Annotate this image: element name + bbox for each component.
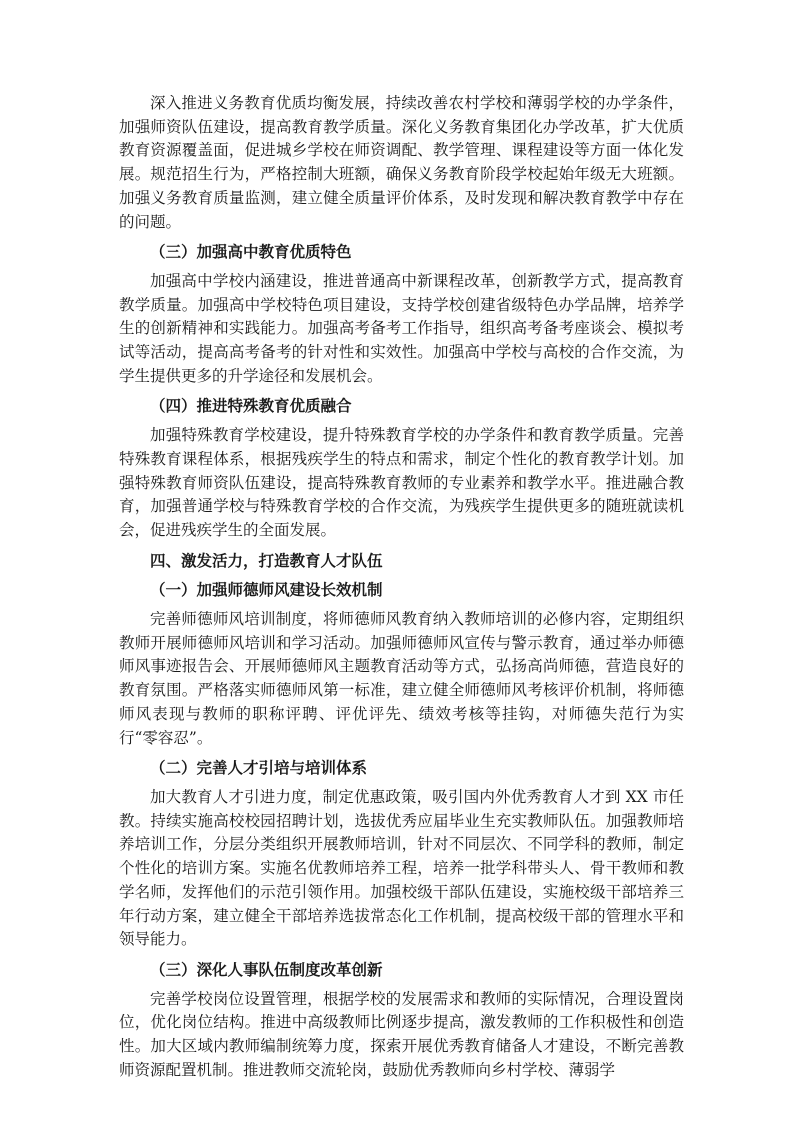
- heading-personnel-reform: （三）深化人事队伍制度改革创新: [150, 959, 383, 979]
- paragraph-special-education: 加强特殊教育学校建设，提升特殊教育学校的办学条件和教育教学质量。完善特殊教育课程体系，根据残疾学生的特点和需求，制定个性化的教育教学计划。加强特殊教育师资队伍建设，提高特殊教育教师的专业素养和教学水平。推进融合教育，加强普通学校与特殊教育学校的合作交流，为残疾学生提供更多的随班就读机会，促进残疾学生的全面发展。: [119, 426, 684, 539]
- heading-special-education: （四）推进特殊教育优质融合: [150, 396, 352, 416]
- paragraph-personnel-reform: 完善学校岗位设置管理，根据学校的发展需求和教师的实际情况，合理设置岗位，优化岗位结构。推进中高级教师比例逐步提高，激发教师的工作积极性和创造性。加大区域内教师编制统筹力度，探索开展优秀教育储备人才建设，不断完善教师资源配置机制。推进教师交流轮岗，鼓励优秀教师向乡村学校、薄弱学: [119, 989, 684, 1079]
- paragraph-compulsory-education: 深入推进义务教育优质均衡发展，持续改善农村学校和薄弱学校的办学条件，加强师资队伍建设，提高教育教学质量。深化义务教育集团化办学改革，扩大优质教育资源覆盖面，促进城乡学校在师资调配、教学管理、课程建设等方面一体化发展。规范招生行为，严格控制大班额，确保义务教育阶段学校起始年级无大班额。加强义务教育质量监测，建立健全质量评价体系，及时发现和解决教育教学中存在的问题。: [119, 94, 684, 231]
- paragraph-teacher-ethics: 完善师德师风培训制度，将师德师风教育纳入教师培训的必修内容，定期组织教师开展师德师风培训和学习活动。加强师德师风宣传与警示教育，通过举办师德师风事迹报告会、开展师德师风主题教育活动等方式，弘扬高尚师德，营造良好的教育氛围。严格落实师德师风第一标准，建立健全师德师风考核评价机制，将师德师风表现与教师的职称评聘、评优评先、绩效考核等挂钩，对师德失范行为实行“零容忍”。: [119, 610, 684, 747]
- heading-high-school-quality: （三）加强高中教育优质特色: [150, 242, 352, 262]
- document-page: [119, 92, 684, 1082]
- heading-teacher-ethics: （一）加强师德师风建设长效机制: [150, 580, 383, 600]
- heading-talent-training: （二）完善人才引培与培训体系: [150, 758, 368, 778]
- heading-section-four: 四、激发活力，打造教育人才队伍: [150, 550, 383, 570]
- paragraph-high-school: 加强高中学校内涵建设，推进普通高中新课程改革，创新教学方式，提高教育教学质量。加强高中学校特色项目建设，支持学校创建省级特色办学品牌，培养学生的创新精神和实践能力。加强高考备考工作指导，组织高考备考座谈会、模拟考试等活动，提高高考备考的针对性和实效性。加强高中学校与高校的合作交流，为学生提供更多的升学途径和发展机会。: [119, 271, 684, 385]
- paragraph-talent-training: 加大教育人才引进力度，制定优惠政策，吸引国内外优秀教育人才到 XX 市任教。持续实施高校校园招聘计划，选拔优秀应届毕业生充实教师队伍。加强教师培养培训工作，分层分类组织开展教师培训，针对不同层次、不同学科的教师，制定个性化的培训方案。实施名优教师培养工程，培养一批学科带头人、骨干教师和教学名师，发挥他们的示范引领作用。加强校级干部队伍建设，实施校级干部培养三年行动方案，建立健全干部培养选拔常态化工作机制，提高校级干部的管理水平和领导能力。: [119, 787, 684, 949]
